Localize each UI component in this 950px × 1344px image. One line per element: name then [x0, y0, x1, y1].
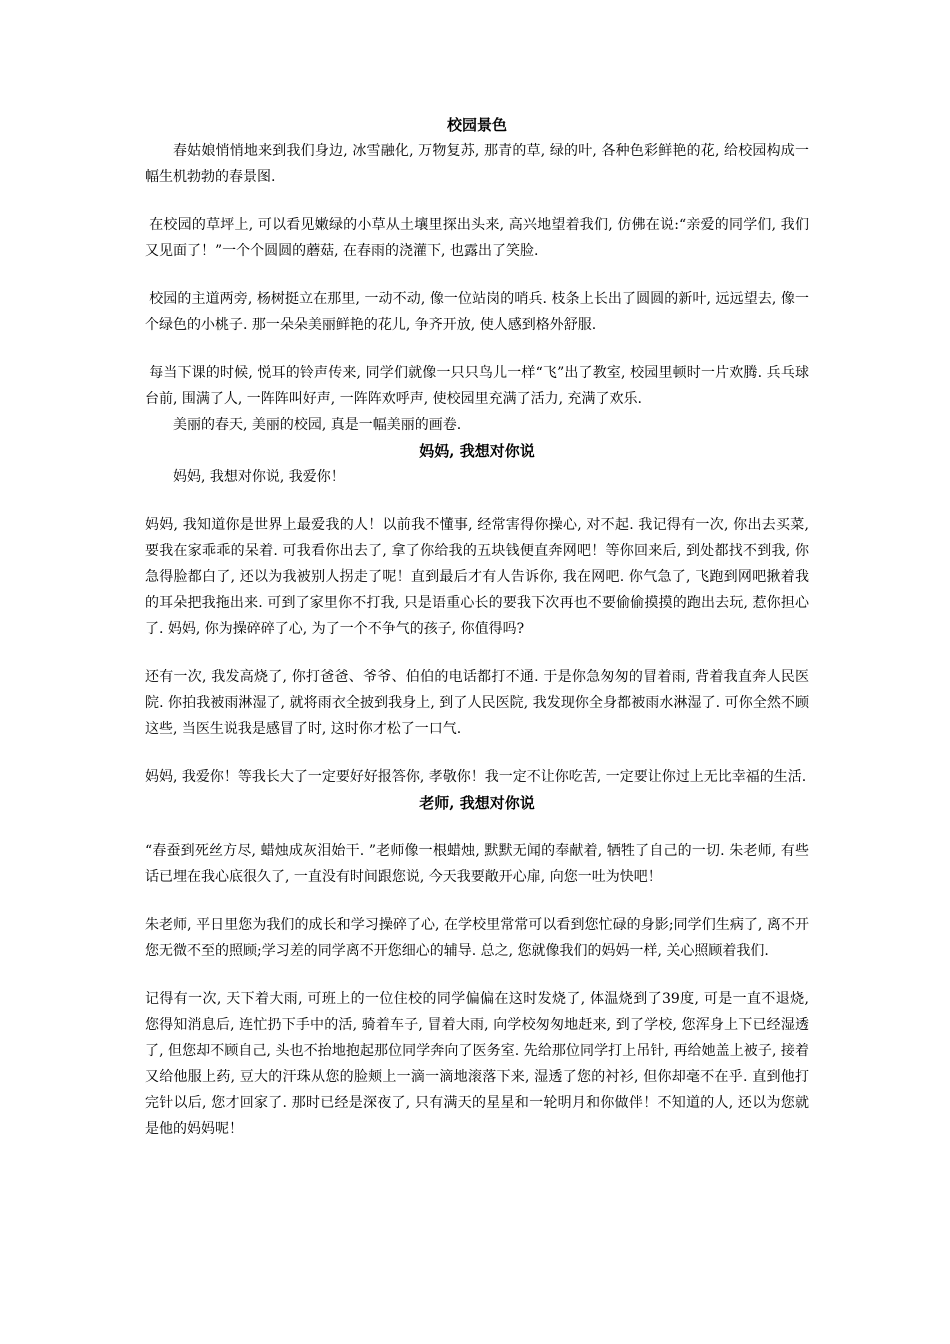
paragraph: 朱老师, 平日里您为我们的成长和学习操碎了心, 在学校里常常可以看到您忙碌的身影;同学们生病了, 离不开您无微不至的照顾;学习差的同学离不开您细心的辅导. 总之, 您就像我们的妈妈一样, 关心照顾着我们. [145, 917, 809, 959]
paragraph: 妈妈, 我知道你是世界上最爱我的人！以前我不懂事, 经常害得你操心, 对不起. 我记得有一次, 你出去买菜, 要我在家乖乖的呆着. 可我看你出去了, 拿了你给我的五块钱便直奔网吧！等你回来后, 到处都找不到我, 你急得脸都白了, 还以为我被别人拐走了呢！直到最后才有人告诉你, 我在网吧. 你气急了, 飞跑到网吧揪着我的耳朵把我拖出来. 可到了家里你不打我, 只是语重心长的要我下次再也不要偷偷摸摸的跑出去玩, 惹你担心了. 妈妈, 你为操碎碎了心, 为了一个不争气的孩子, 你值得吗? [145, 517, 809, 637]
paragraph-gap [145, 816, 809, 838]
paragraph: 校园的主道两旁, 杨树挺立在那里, 一动不动, 像一位站岗的哨兵. 枝条上长出了圆圆的新叶, 远远望去, 像一个绿色的小桃子. 那一朵朵美丽鲜艳的花儿, 争齐开放, 使人感到格外舒服. [145, 291, 809, 333]
paragraph: 还有一次, 我发高烧了, 你打爸爸、爷爷、伯伯的电话都打不通. 于是你急匆匆的冒着雨, 背着我直奔人民医院. 你拍我被雨淋湿了, 就将雨衣全披到我身上, 到了人民医院, 我发现你全身都被雨水淋湿了. 可你全然不顾这些, 当医生说我是感冒了时, 这时你才松了一口气. [145, 669, 809, 737]
paragraph: 妈妈, 我爱你！等我长大了一定要好好报答你, 孝敬你！我一定不让你吃苦, 一定要让你过上无比幸福的生活. [145, 769, 807, 785]
paragraph-gap [145, 642, 809, 664]
paragraph: 记得有一次, 天下着大雨, 可班上的一位住校的同学偏偏在这时发烧了, 体温烧到了39度, 可是一直不退烧, 您得知消息后, 连忙扔下手中的活, 骑着车子, 冒着大雨, 向学校匆匆地赶来, 到了学校, 您浑身上下已经湿透了, 但您却不顾自己, 头也不抬地抱起那位同学奔向了医务室. 先给那位同学打上吊针, 再给她盖上被子, 接着又给他服上药, 豆大的汗珠从您的脸颊上一滴一滴地滚落下来, 湿透了您的衬衫, 但你却毫不在乎. 直到他打完针以后, 您才回家了. 那时已经是深夜了, 只有满天的星星和一轮明月和你做伴！不知道的人, 还以为您就是他的妈妈呢！ [145, 991, 809, 1137]
paragraph-gap [145, 964, 809, 986]
paragraph-gap [145, 190, 809, 212]
section-title-teacher: 老师, 我想对你说 [419, 794, 535, 812]
paragraph-gap [145, 742, 809, 764]
section-title-mother: 妈妈, 我想对你说 [419, 442, 535, 460]
paragraph-gap [145, 890, 809, 912]
paragraph-gap [145, 264, 809, 286]
paragraph: 妈妈, 我想对你说, 我爱你！ [173, 469, 345, 485]
section-title-campus: 校园景色 [446, 116, 507, 134]
paragraph: 美丽的春天, 美丽的校园, 真是一幅美丽的画卷. [173, 417, 462, 433]
paragraph-gap [145, 338, 809, 360]
paragraph: 在校园的草坪上, 可以看见嫩绿的小草从土壤里探出头来, 高兴地望着我们, 仿佛在说:“亲爱的同学们, 我们又见面了！”一个个圆圆的蘑菇, 在春雨的浇灌下, 也露出了笑脸. [145, 217, 809, 259]
paragraph: 每当下课的时候, 悦耳的铃声传来, 同学们就像一只只鸟儿一样“飞”出了教室, 校园里顿时一片欢腾. 兵乓球台前, 围满了人, 一阵阵叫好声, 一阵阵欢呼声, 使校园里充满了活力, 充满了欢乐. [145, 365, 809, 407]
document-page [145, 112, 809, 1142]
paragraph: “春蚕到死丝方尽, 蜡烛成灰泪始干. ”老师像一根蜡烛, 默默无闻的奉献着, 牺牲了自己的一切. 朱老师, 有些话已埋在我心底很久了, 一直没有时间跟您说, 今天我要敞开心扉, 向您一吐为快吧！ [145, 843, 809, 885]
paragraph-gap [145, 490, 809, 512]
paragraph: 春姑娘悄悄地来到我们身边, 冰雪融化, 万物复苏, 那青的草, 绿的叶, 各种色彩鲜艳的花, 给校园构成一幅生机勃勃的春景图. [145, 143, 809, 185]
